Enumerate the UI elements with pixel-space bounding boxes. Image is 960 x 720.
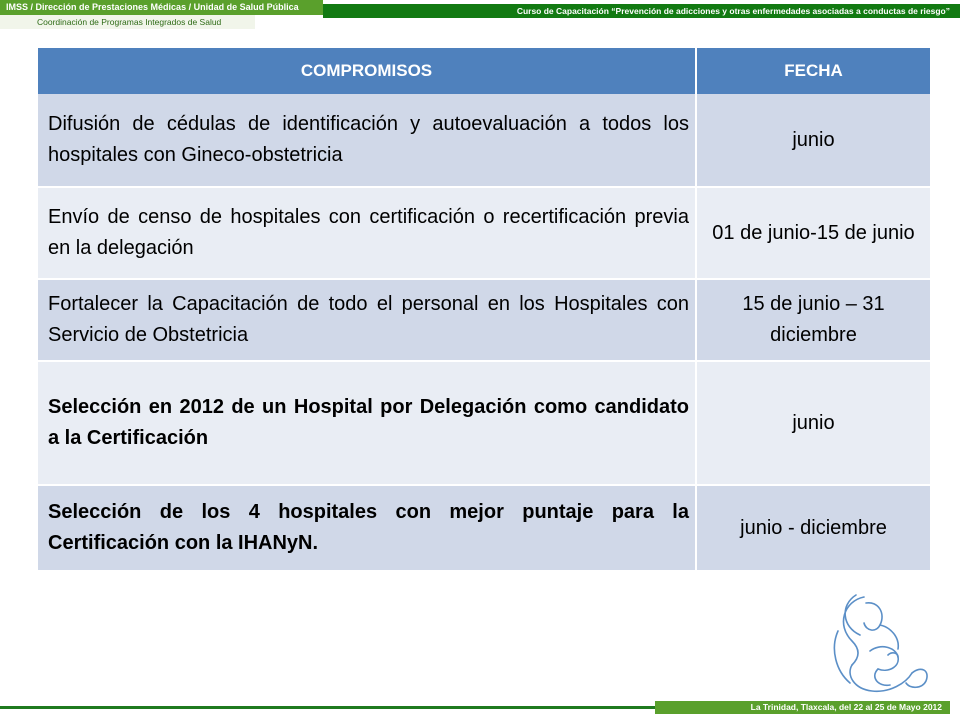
table-row — [38, 278, 930, 360]
table-row — [38, 94, 930, 186]
date-cell: junio — [697, 94, 930, 186]
commitments-table — [38, 48, 930, 570]
date-cell: 15 de junio – 31 diciembre — [697, 278, 930, 360]
column-header-compromisos: COMPROMISOS — [38, 48, 697, 94]
task-cell: Difusión de cédulas de identificación y autoevaluación a todos los hospitales con Gineco-obstetricia — [38, 94, 697, 186]
task-cell: Selección en 2012 de un Hospital por Delegación como candidato a la Certificación — [38, 360, 697, 484]
header-course-banner: Curso de Capacitación “Prevención de adicciones y otras enfermedades asociadas a conductas de riesgo” — [323, 4, 960, 18]
task-cell: Fortalecer la Capacitación de todo el personal en los Hospitales con Servicio de Obstetricia — [38, 278, 697, 360]
mother-child-logo-icon — [826, 591, 942, 699]
column-header-fecha: FECHA — [697, 48, 930, 94]
header-org-banner: IMSS / Dirección de Prestaciones Médicas / Unidad de Salud Pública — [0, 0, 323, 15]
date-cell: junio — [697, 360, 930, 484]
table-row — [38, 360, 930, 484]
table-header-row — [38, 48, 930, 94]
table-row — [38, 484, 930, 570]
date-cell: 01 de junio-15 de junio — [697, 186, 930, 278]
table-row — [38, 186, 930, 278]
task-cell: Selección de los 4 hospitales con mejor puntaje para la Certificación con la IHANyN. — [38, 484, 697, 570]
footer-divider — [0, 706, 655, 709]
footer-location-banner: La Trinidad, Tlaxcala, del 22 al 25 de Mayo 2012 — [655, 701, 950, 714]
header-coordination: Coordinación de Programas Integrados de Salud — [0, 15, 255, 29]
task-cell: Envío de censo de hospitales con certificación o recertificación previa en la delegación — [38, 186, 697, 278]
date-cell: junio - diciembre — [697, 484, 930, 570]
